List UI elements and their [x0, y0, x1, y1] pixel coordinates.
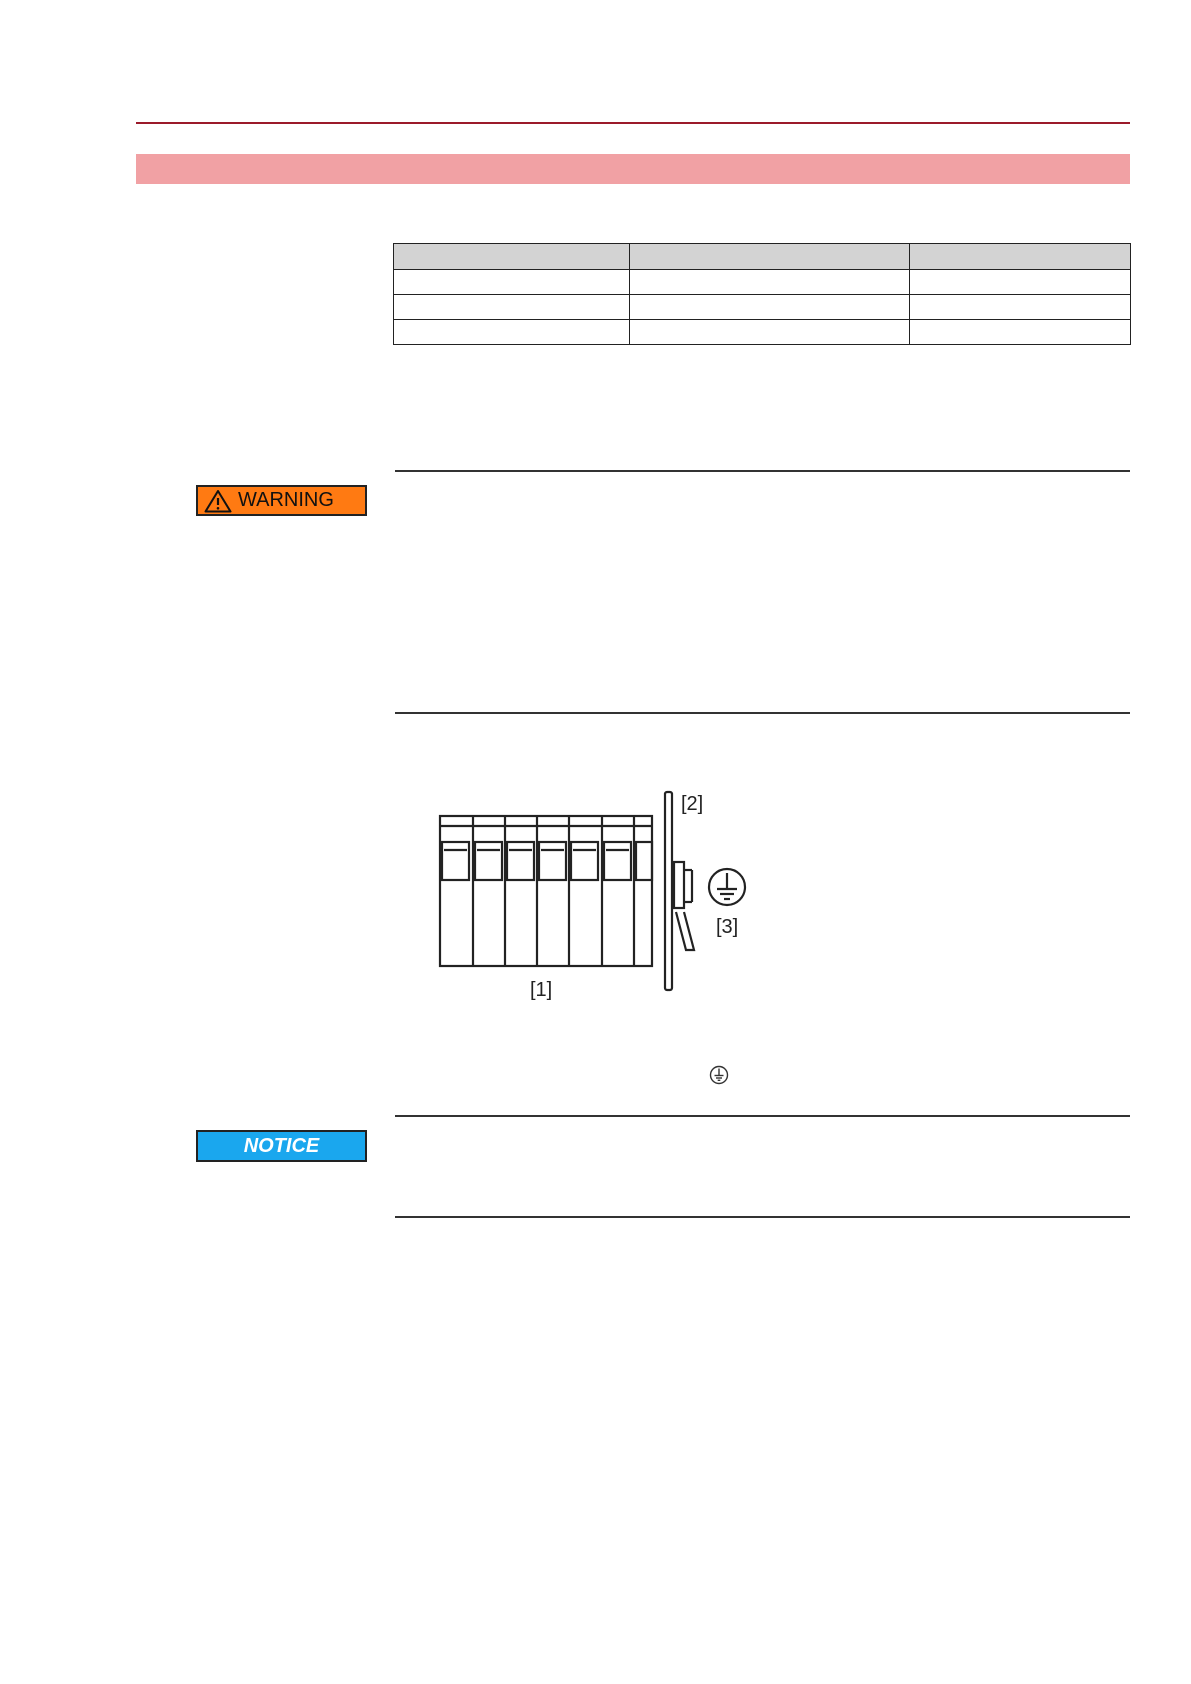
notice-badge-label: NOTICE [243, 1134, 320, 1157]
header-rule [136, 122, 1130, 124]
table-cell [910, 295, 1131, 320]
terminal-block-body [440, 816, 652, 966]
terminal-modules [442, 816, 652, 966]
table-row [394, 270, 1131, 295]
inline-earth-icon [709, 1065, 729, 1085]
warning-triangle-icon [204, 489, 232, 513]
table-cell [630, 295, 910, 320]
figure-label-3: [3] [716, 916, 739, 938]
section-heading-band [136, 154, 1130, 184]
notice-bottom-divider [395, 1216, 1130, 1218]
table-row [394, 295, 1131, 320]
earth-clamp [674, 862, 684, 908]
earth-symbol-icon [709, 869, 745, 905]
warning-bottom-divider [395, 712, 1130, 714]
figure-label-1: [1] [530, 979, 553, 1001]
notice-top-divider [395, 1115, 1130, 1117]
table-header-cell [910, 244, 1131, 270]
warning-badge [196, 485, 367, 516]
table-header-cell [394, 244, 630, 270]
table-cell [394, 295, 630, 320]
terminal-block-diagram [430, 780, 780, 1010]
warning-top-divider [395, 470, 1130, 472]
warning-badge-label: WARNING [238, 489, 334, 511]
table-cell [630, 270, 910, 295]
table-header-cell [630, 244, 910, 270]
table-cell [394, 320, 630, 345]
table-cell [910, 320, 1131, 345]
table-cell [910, 270, 1131, 295]
figure-label-2: [2] [681, 793, 704, 815]
mounting-rail [665, 792, 672, 990]
earth-lug [676, 912, 694, 950]
table-cell [394, 270, 630, 295]
notice-badge [196, 1130, 367, 1162]
table-row [394, 320, 1131, 345]
table-cell [630, 320, 910, 345]
table-header-row [394, 244, 1131, 270]
spec-table [393, 243, 1131, 345]
